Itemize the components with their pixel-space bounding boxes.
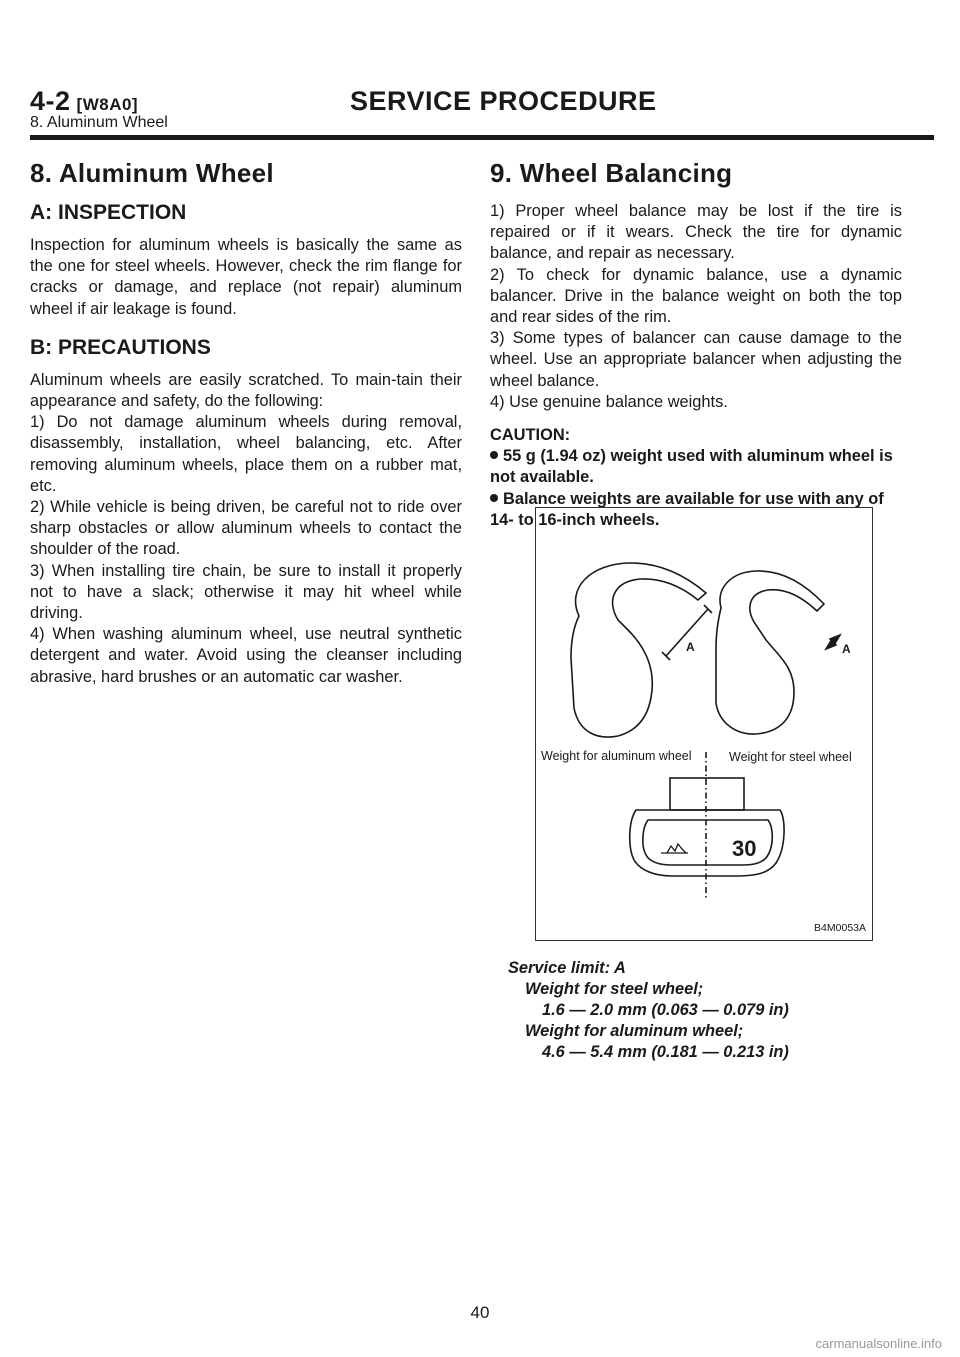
aluminum-limit-label: Weight for aluminum wheel; — [525, 1022, 744, 1040]
right-column — [490, 158, 902, 531]
balancing-step: 2) To check for dynamic balance, use a dynamic balancer. Drive in the balance weight on both the top and rear sides of the rim. — [490, 265, 902, 327]
caution-text: 55 g (1.94 oz) weight used with aluminum wheel is not available. — [490, 447, 893, 487]
balancing-step: 4) Use genuine balance weights. — [490, 392, 728, 411]
precautions-intro: Aluminum wheels are easily scratched. To main-tain their appearance and safety, do the following: — [30, 370, 462, 411]
precaution-step: 4) When washing aluminum wheel, use neutral synthetic detergent and water. Avoid using the cleanser including abrasive, hard brushes or an automatic car washer. — [30, 625, 462, 686]
section-heading-wheel-balancing: 9. Wheel Balancing — [490, 158, 733, 188]
aluminum-weight-label: Weight for aluminum wheel — [541, 749, 692, 763]
page-title: SERVICE PROCEDURE — [350, 86, 657, 116]
balancing-step: 1) Proper wheel balance may be lost if the tire is repaired or if it wears. Check the tire for dynamic balance, and repair as necessary. — [490, 202, 902, 263]
aluminum-limit-value: 4.6 — 5.4 mm (0.181 — 0.213 in) — [542, 1043, 789, 1061]
bullet-icon — [490, 451, 498, 459]
precautions-heading: B: PRECAUTIONS — [30, 335, 211, 359]
steel-limit-label: Weight for steel wheel; — [525, 980, 704, 998]
section-code — [30, 86, 138, 117]
page-subtitle: 8. Aluminum Wheel — [30, 114, 168, 131]
service-limit-title: Service limit: A — [508, 959, 626, 977]
footer-watermark[interactable]: carmanualsonline.info — [815, 1336, 942, 1351]
caution-title: CAUTION: — [490, 426, 571, 445]
balance-weight-illustration — [536, 508, 874, 942]
bullet-icon — [490, 494, 498, 502]
left-column — [30, 158, 462, 688]
section-ref: [W8A0] — [76, 95, 139, 114]
section-heading-aluminum-wheel: 8. Aluminum Wheel — [30, 158, 274, 188]
caution-text: Balance weights are available for use with any of 14- to 16-inch wheels. — [490, 489, 884, 529]
inspection-heading: A: INSPECTION — [30, 201, 187, 224]
page-number: 40 — [470, 1303, 490, 1322]
header-rule — [30, 135, 934, 140]
dimension-label-a: A — [686, 640, 695, 654]
balance-weight-figure — [535, 507, 873, 941]
spacer — [30, 320, 462, 336]
steel-limit-value: 1.6 — 2.0 mm (0.063 — 0.079 in) — [542, 1001, 789, 1019]
inspection-text: Inspection for aluminum wheels is basically the same as the one for steel wheels. However, check the rim flange for cracks or damage, and replace (not repair) aluminum wheel if air leakage is found. — [30, 236, 462, 318]
precaution-step: 1) Do not damage aluminum wheels during removal, disassembly, installation, wheel balancing, etc. After removing aluminum wheels, place them on a rubber mat, etc. — [30, 413, 462, 495]
precaution-step: 2) While vehicle is being driven, be careful not to ride over sharp obstacles or allow aluminum wheels to contact the shoulder of the road. — [30, 498, 462, 559]
dimension-label-a: A — [842, 642, 851, 656]
balancing-step: 3) Some types of balancer can cause damage to the wheel. Use an appropriate balancer when adjusting the wheel balance. — [490, 329, 902, 390]
figure-id: B4M0053A — [814, 922, 866, 934]
precaution-step: 3) When installing tire chain, be sure to install it properly not to have a slack; otherwise it may hit wheel while driving. — [30, 561, 462, 623]
weight-number: 30 — [732, 836, 757, 861]
caution-item — [490, 446, 902, 488]
steel-weight-label: Weight for steel wheel — [729, 750, 852, 764]
section-number: 4-2 — [30, 86, 71, 116]
